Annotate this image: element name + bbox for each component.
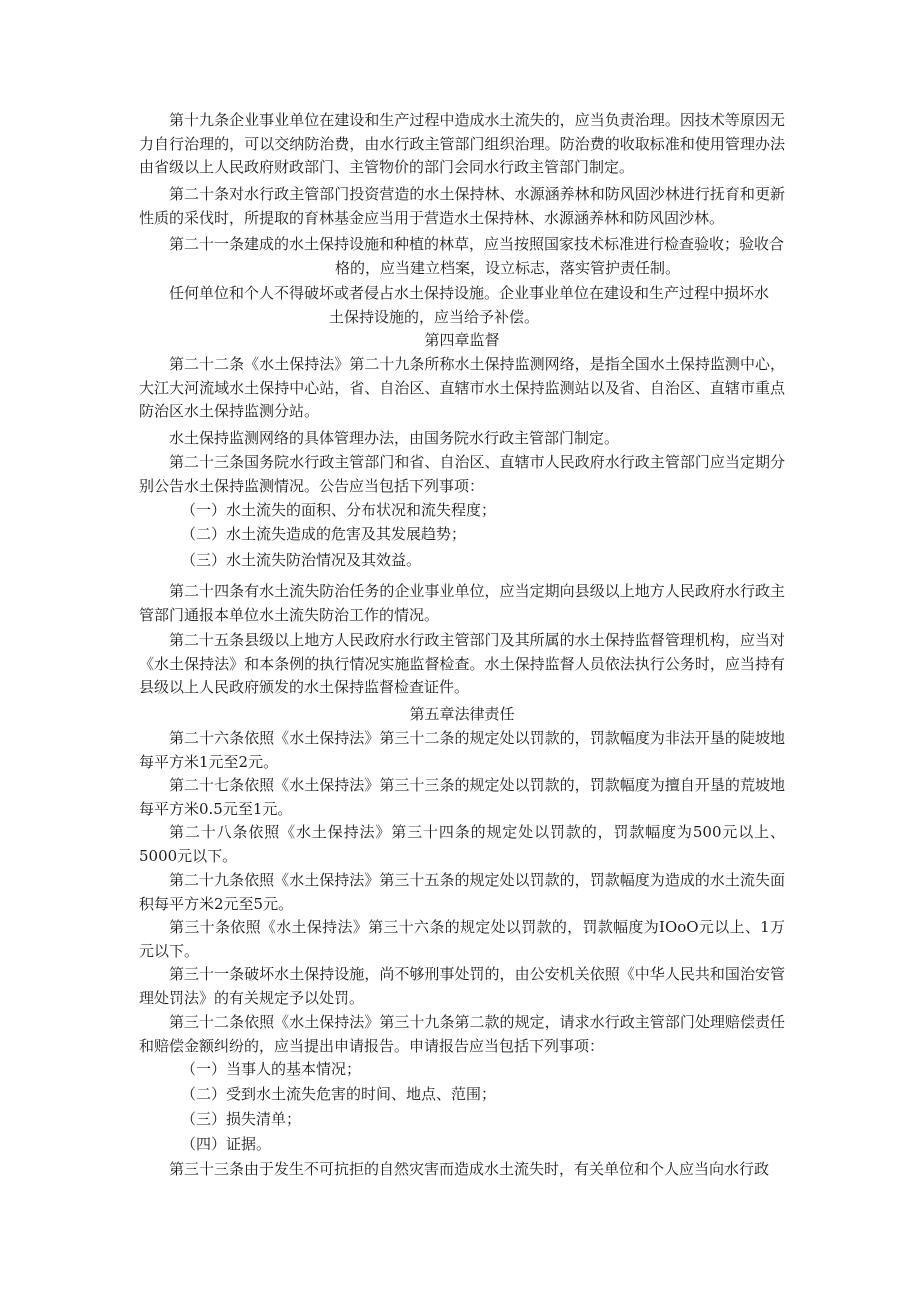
- article-32-item-4: （四）证据。: [181, 1135, 272, 1153]
- article-31: 第三十一条破坏水土保持设施，尚不够刑事处罚的，由公安机关依照《中华人民共和国治安管理处罚法》的有关规定予以处罚。: [139, 965, 785, 1007]
- article-24: 第二十四条有水土流失防治任务的企业事业单位，应当定期向县级以上地方人民政府水行政主管部门通报本单位水土流失防治工作的情况。: [139, 582, 785, 624]
- article-21-line2: 格的，应当建立档案，设立标志，落实管护责任制。: [335, 259, 681, 277]
- article-23-item-3: （三）水土流失防治情况及其效益。: [181, 551, 422, 569]
- article-27: 第二十七条依照《水土保持法》第三十三条的规定处以罚款的，罚款幅度为擅自开垦的荒坡地每平方米0.5元至1元。: [139, 776, 785, 818]
- article-23-item-1: （一）水土流失的面积、分布状况和流失程度；: [181, 501, 497, 519]
- article-26: 第二十六条依照《水土保持法》第三十二条的规定处以罚款的，罚款幅度为非法开垦的陡坡地每平方米1元至2元。: [139, 729, 785, 771]
- article-32-item-2: （二）受到水土流失危害的时间、地点、范围；: [181, 1085, 497, 1103]
- article-28: 第二十八条依照《水土保持法》第三十四条的规定处以罚款的，罚款幅度为500元以上、5000元以下。: [139, 823, 785, 865]
- article-29: 第二十九条依照《水土保持法》第三十五条的规定处以罚款的，罚款幅度为造成的水土流失面积每平方米2元至5元。: [139, 871, 785, 913]
- article-19: 第十九条企业事业单位在建设和生产过程中造成水土流失的，应当负责治理。因技术等原因无力自行治理的，可以交纳防治费，由水行政主管部门组织治理。防治费的收取标准和使用管理办法由省级以上人民政府财政部门、主管物价的部门会同水行政主管部门制定。: [139, 111, 785, 176]
- article-25: 第二十五条县级以上地方人民政府水行政主管部门及其所属的水土保持监督管理机构，应当对《水土保持法》和本条例的执行情况实施监督检查。水土保持监督人员依法执行公务时，应当持有县级以上人民政府颁发的水土保持监督检查证件。: [139, 631, 785, 696]
- article-32-item-1: （一）当事人的基本情况；: [181, 1060, 362, 1078]
- article-23: 第二十三条国务院水行政主管部门和省、自治区、直辖市人民政府水行政主管部门应当定期分别公告水土保持监测情况。公告应当包括下列事项：: [139, 453, 785, 495]
- article-20: 第二十条对水行政主管部门投资营造的水土保持林、水源涵养林和防风固沙林进行抚育和更新性质的采伐时，所提取的育林基金应当用于营造水土保持林、水源涵养林和防风固沙林。: [139, 185, 785, 227]
- article-22-para2: 水土保持监测网络的具体管理办法，由国务院水行政主管部门制定。: [169, 429, 620, 447]
- chapter-5-heading: 第五章法律责任: [409, 705, 515, 723]
- article-32: 第三十二条依照《水土保持法》第三十九条第二款的规定，请求水行政主管部门处理赔偿责任和赔偿金额纠纷的，应当提出申请报告。申请报告应当包括下列事项：: [139, 1013, 785, 1055]
- article-21-para2-line1: 任何单位和个人不得破坏或者侵占水土保持设施。企业事业单位在建设和生产过程中损坏水: [169, 284, 770, 302]
- article-30: 第三十条依照《水土保持法》第三十六条的规定处以罚款的，罚款幅度为IOoO元以上、1万元以下。: [139, 918, 785, 960]
- article-23-item-2: （二）水土流失造成的危害及其发展趋势；: [181, 525, 467, 543]
- article-32-item-3: （三）损失清单；: [181, 1110, 302, 1128]
- article-22: 第二十二条《水土保持法》第二十九条所称水土保持监测网络，是指全国水土保持监测中心，大江大河流域水土保持中心站，省、自治区、直辖市水土保持监测站以及省、自治区、直辖市重点防治区水土保持监测分站。: [139, 355, 785, 420]
- article-21-line1: 第二十一条建成的水土保持设施和种植的林草，应当按照国家技术标准进行检查验收；验收合: [169, 235, 785, 253]
- article-33: 第三十三条由于发生不可抗拒的自然灾害而造成水土流失时，有关单位和个人应当向水行政: [169, 1160, 770, 1178]
- chapter-4-heading: 第四章监督: [424, 331, 500, 349]
- article-21-para2-line2: 土保持设施的，应当给予补偿。: [329, 308, 540, 326]
